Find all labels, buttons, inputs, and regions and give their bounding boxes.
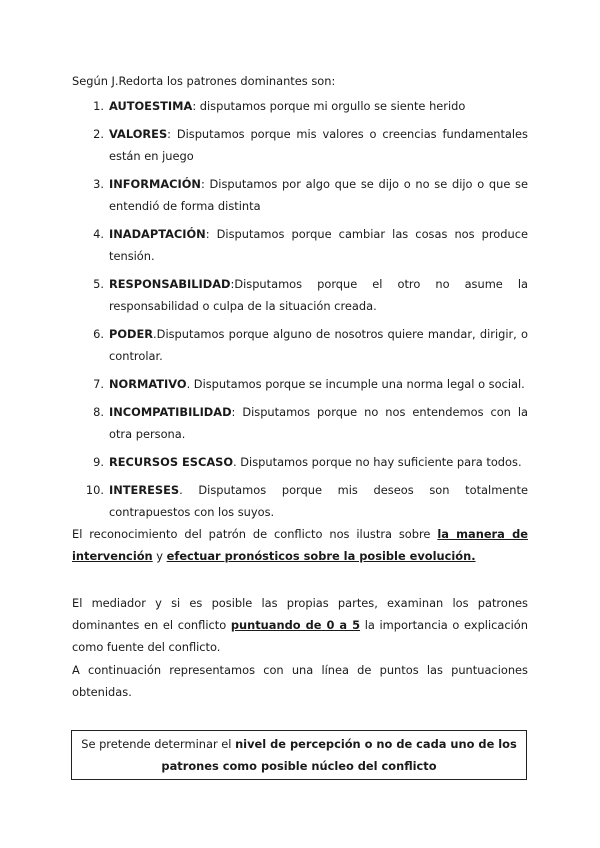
pattern-description: : disputamos porque mi orgullo se siente herido [192,99,466,113]
pattern-name: RESPONSABILIDAD [109,277,231,291]
item-number: 3. [93,177,104,191]
box-bold-text: nivel de percepción o no de cada uno de los patrones como posible núcleo del conflicto [161,737,517,773]
item-number: 6. [93,327,104,341]
pattern-description: : Disputamos porque mis valores o creencias fundamentales están en juego [109,127,528,163]
list-item [72,323,528,367]
list-item [72,273,528,317]
pattern-description: :Disputamos porque el otro no asume la responsabilidad o culpa de la situación creada. [109,277,528,313]
highlight-box: Se pretende determinar el nivel de percepción o no de cada uno de los patrones como posible núcleo del conflicto [71,730,527,780]
list-item [72,479,528,523]
pattern-name: VALORES [109,127,168,141]
pattern-description: . Disputamos porque se incumple una norma legal o social. [186,377,525,391]
item-number: 5. [93,277,104,291]
pattern-name: INADAPTACIÓN [109,227,206,241]
list-item [72,173,528,217]
pattern-name: INCOMPATIBILIDAD [109,405,232,419]
pattern-name: INTERESES [109,483,180,497]
emphasis-intervention: la manera de intervención [72,527,528,563]
list-item [72,373,528,395]
item-number: 9. [93,455,104,469]
paragraph-mediator: El mediador y si es posible las propias partes, examinan los patrones dominantes en el conflicto puntuando de 0 a 5 la importancia o explicación como fuente del conflicto. [72,596,528,654]
pattern-name: NORMATIVO [109,377,187,391]
pattern-description: : Disputamos porque cambiar las cosas nos produce tensión. [109,227,528,263]
pattern-description: . Disputamos porque mis deseos son totalmente contrapuestos con los suyos. [109,483,528,519]
list-item [72,451,528,473]
item-number: 2. [93,127,104,141]
paragraph-pattern-recognition: El reconocimiento del patrón de conflicto nos ilustra sobre la manera de intervención y efectuar pronósticos sobre la posible evolución. [72,527,528,563]
emphasis-scoring: puntuando de 0 a 5 [230,618,361,632]
item-number: 7. [93,377,104,391]
patterns-list [72,95,528,529]
intro-text: Según J.Redorta los patrones dominantes son: [72,74,336,88]
item-number: 8. [93,405,104,419]
list-item [72,223,528,267]
paragraph-dotted-line: A continuación representamos con una línea de puntos las puntuaciones obtenidas. [72,663,528,699]
pattern-description: : Disputamos por algo que se dijo o no se dijo o que se entendió de forma distinta [109,177,528,213]
pattern-name: INFORMACIÓN [109,177,201,191]
pattern-description: : Disputamos porque no nos entendemos con la otra persona. [109,405,528,441]
pattern-name: RECURSOS ESCASO [109,455,234,469]
list-item [72,401,528,445]
item-number: 10. [85,483,104,497]
list-item [72,95,528,117]
emphasis-forecast: efectuar pronósticos sobre la posible evolución. [166,549,476,563]
pattern-name: AUTOESTIMA [109,99,193,113]
item-number: 1. [93,99,104,113]
pattern-description: . Disputamos porque no hay suficiente para todos. [233,455,522,469]
pattern-name: PODER [109,327,154,341]
pattern-description: .Disputamos porque alguno de nosotros quiere mandar, dirigir, o controlar. [109,327,528,363]
item-number: 4. [93,227,104,241]
list-item [72,123,528,167]
